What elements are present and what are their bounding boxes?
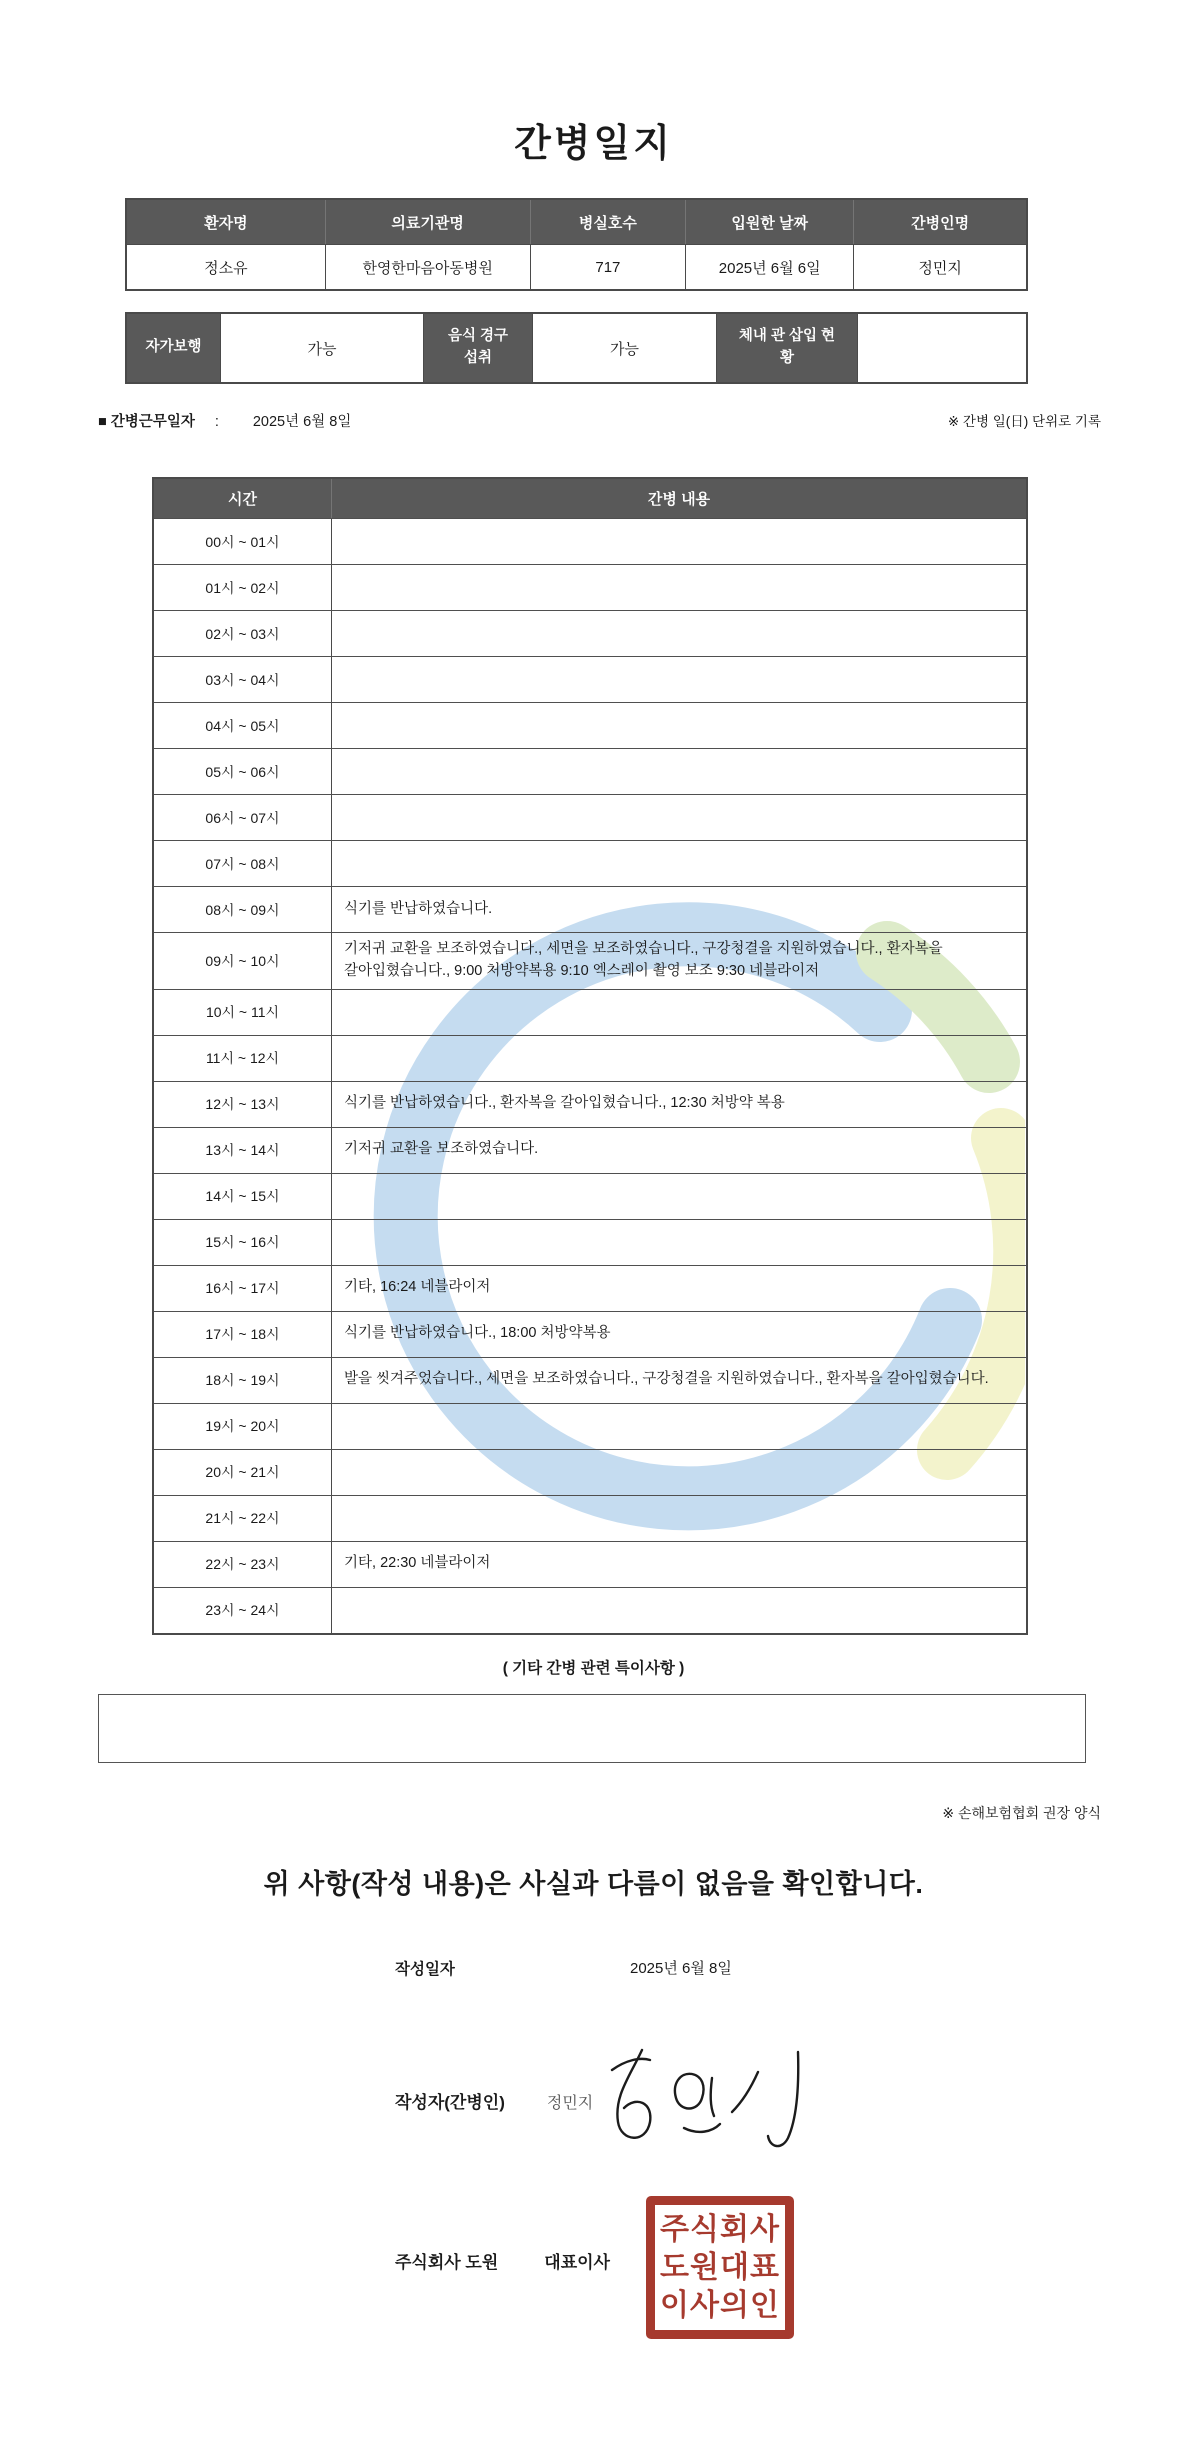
care-log-row-17 <box>154 1311 1026 1357</box>
report-date-value: 2025년 6월 8일 <box>630 1960 732 1977</box>
care-log-header-row <box>154 479 1026 518</box>
work-date-value: 2025년 6월 8일 <box>252 414 352 430</box>
content-cell: 기저귀 교환을 보조하였습니다., 세면을 보조하였습니다., 구강청결을 지원하였습니다., 환자복을 갈아입혔습니다., 9:00 처방약복용 9:10 엑스레이 촬영 보조 9:30 네블라이저 <box>344 941 943 979</box>
page-title: 간병일지 <box>514 123 673 165</box>
care-log-row-11 <box>154 1035 1026 1081</box>
label-oral-intake: 음식 경구 섭취 <box>424 314 533 382</box>
time-cell: 03시 ~ 04시 <box>154 657 332 702</box>
care-log-row-12 <box>154 1081 1026 1127</box>
ceo-label: 대표이사 <box>544 2253 610 2272</box>
patient-info-table <box>125 198 1028 291</box>
content-cell <box>332 519 1026 564</box>
care-log-row-19 <box>154 1403 1026 1449</box>
care-log-row-13 <box>154 1127 1026 1173</box>
time-cell: 08시 ~ 09시 <box>154 887 332 932</box>
care-status-table <box>125 312 1028 384</box>
value-patient-name: 정소유 <box>127 245 326 289</box>
time-cell: 23시 ~ 24시 <box>154 1588 332 1633</box>
content-cell <box>332 1036 1026 1081</box>
care-log-row-06 <box>154 794 1026 840</box>
care-log-row-18 <box>154 1357 1026 1403</box>
content-cell <box>332 1496 1026 1541</box>
header-hospital-name: 의료기관명 <box>326 200 531 244</box>
content-cell <box>332 1174 1026 1219</box>
content-cell: 발을 씻겨주었습니다., 세면을 보조하였습니다., 구강청결을 지원하였습니다., 환자복을 갈아입혔습니다. <box>344 1371 989 1388</box>
care-log-row-01 <box>154 564 1026 610</box>
work-date-colon: : <box>214 414 219 430</box>
label-self-walking: 자가보행 <box>127 314 221 382</box>
time-cell: 15시 ~ 16시 <box>154 1220 332 1265</box>
care-log-row-08 <box>154 886 1026 932</box>
care-log-row-20 <box>154 1449 1026 1495</box>
time-cell: 10시 ~ 11시 <box>154 990 332 1035</box>
content-cell: 식기를 반납하였습니다. <box>344 900 493 917</box>
stamp-line: 주식회사 <box>660 2212 780 2246</box>
content-cell <box>332 611 1026 656</box>
care-log-row-04 <box>154 702 1026 748</box>
time-cell: 16시 ~ 17시 <box>154 1266 332 1311</box>
label-tube-insertion: 체내 관 삽입 현황 <box>717 314 858 382</box>
content-cell <box>332 841 1026 886</box>
stamp-line: 도원대표 <box>660 2250 780 2284</box>
care-log-row-10 <box>154 989 1026 1035</box>
care-log-row-09 <box>154 932 1026 989</box>
time-cell: 22시 ~ 23시 <box>154 1542 332 1587</box>
work-date-label: ■ 간병근무일자 <box>98 414 195 430</box>
time-cell: 05시 ~ 06시 <box>154 749 332 794</box>
time-cell: 21시 ~ 22시 <box>154 1496 332 1541</box>
company-line <box>395 2248 610 2273</box>
care-log-row-14 <box>154 1173 1026 1219</box>
confirmation-statement: 위 사항(작성 내용)은 사실과 다름이 없음을 확인합니다. <box>263 1869 924 1899</box>
value-room-number: 717 <box>531 245 687 289</box>
header-patient-name: 환자명 <box>127 200 326 244</box>
time-cell: 18시 ~ 19시 <box>154 1358 332 1403</box>
content-cell <box>332 990 1026 1035</box>
value-oral-intake: 가능 <box>533 314 717 382</box>
value-hospital-name: 한영한마음아동병원 <box>326 245 531 289</box>
content-cell <box>332 749 1026 794</box>
time-cell: 13시 ~ 14시 <box>154 1128 332 1173</box>
content-cell: 식기를 반납하였습니다., 환자복을 갈아입혔습니다., 12:30 처방약 복용 <box>344 1095 785 1112</box>
time-cell: 00시 ~ 01시 <box>154 519 332 564</box>
content-cell <box>332 795 1026 840</box>
recommended-form-note: ※ 손해보험협회 권장 양식 <box>942 1805 1101 1821</box>
record-unit-note: ※ 간병 일(日) 단위로 기록 <box>947 414 1101 429</box>
time-cell: 04시 ~ 05시 <box>154 703 332 748</box>
extra-notes-box <box>98 1694 1086 1763</box>
care-log-row-21 <box>154 1495 1026 1541</box>
time-cell: 17시 ~ 18시 <box>154 1312 332 1357</box>
header-caregiver-name: 간병인명 <box>911 214 970 232</box>
time-column-header: 시간 <box>154 479 332 518</box>
header-admission-date: 입원한 날짜 <box>686 200 854 244</box>
content-cell <box>332 1588 1026 1633</box>
value-tube-insertion <box>858 314 1026 382</box>
content-cell: 기타, 16:24 네블라이저 <box>344 1279 491 1296</box>
writer-name: 정민지 <box>546 2095 594 2112</box>
corporate-seal-stamp <box>646 2196 794 2339</box>
writer-line <box>395 2088 593 2113</box>
care-log-row-07 <box>154 840 1026 886</box>
content-cell: 기타, 22:30 네블라이저 <box>344 1555 491 1572</box>
time-cell: 11시 ~ 12시 <box>154 1036 332 1081</box>
content-cell <box>332 1220 1026 1265</box>
care-log-table <box>152 477 1028 1635</box>
time-cell: 20시 ~ 21시 <box>154 1450 332 1495</box>
extra-notes-title: ( 기타 간병 관련 특이사항 ) <box>502 1660 685 1677</box>
patient-info-value-row <box>127 244 1026 289</box>
time-cell: 07시 ~ 08시 <box>154 841 332 886</box>
content-cell <box>332 1404 1026 1449</box>
report-date-label: 작성일자 <box>395 1961 455 1978</box>
care-log-row-22 <box>154 1541 1026 1587</box>
content-column-header: 간병 내용 <box>647 491 711 508</box>
care-log-row-15 <box>154 1219 1026 1265</box>
content-cell <box>332 565 1026 610</box>
care-log-row-05 <box>154 748 1026 794</box>
time-cell: 12시 ~ 13시 <box>154 1082 332 1127</box>
time-cell: 14시 ~ 15시 <box>154 1174 332 1219</box>
content-cell: 기저귀 교환을 보조하였습니다. <box>344 1141 539 1158</box>
writer-label: 작성자(간병인) <box>395 2093 505 2112</box>
time-cell: 01시 ~ 02시 <box>154 565 332 610</box>
time-cell: 09시 ~ 10시 <box>154 933 332 989</box>
time-cell: 06시 ~ 07시 <box>154 795 332 840</box>
company-name: 주식회사 도원 <box>395 2253 499 2272</box>
care-log-row-23 <box>154 1587 1026 1633</box>
care-log-row-03 <box>154 656 1026 702</box>
value-self-walking: 가능 <box>221 314 424 382</box>
content-cell <box>332 657 1026 702</box>
content-cell <box>332 703 1026 748</box>
caregiver-signature <box>600 2038 815 2178</box>
time-cell: 02시 ~ 03시 <box>154 611 332 656</box>
patient-info-header-row <box>127 200 1026 244</box>
value-caregiver-name: 정민지 <box>918 259 962 277</box>
value-admission-date: 2025년 6월 6일 <box>686 245 854 289</box>
content-cell <box>332 1450 1026 1495</box>
care-log-row-16 <box>154 1265 1026 1311</box>
care-log-row-02 <box>154 610 1026 656</box>
time-cell: 19시 ~ 20시 <box>154 1404 332 1449</box>
header-room-number: 병실호수 <box>531 200 687 244</box>
stamp-line: 이사의인 <box>660 2288 780 2322</box>
content-cell: 식기를 반납하였습니다., 18:00 처방약복용 <box>344 1325 611 1342</box>
care-log-row-00 <box>154 518 1026 564</box>
